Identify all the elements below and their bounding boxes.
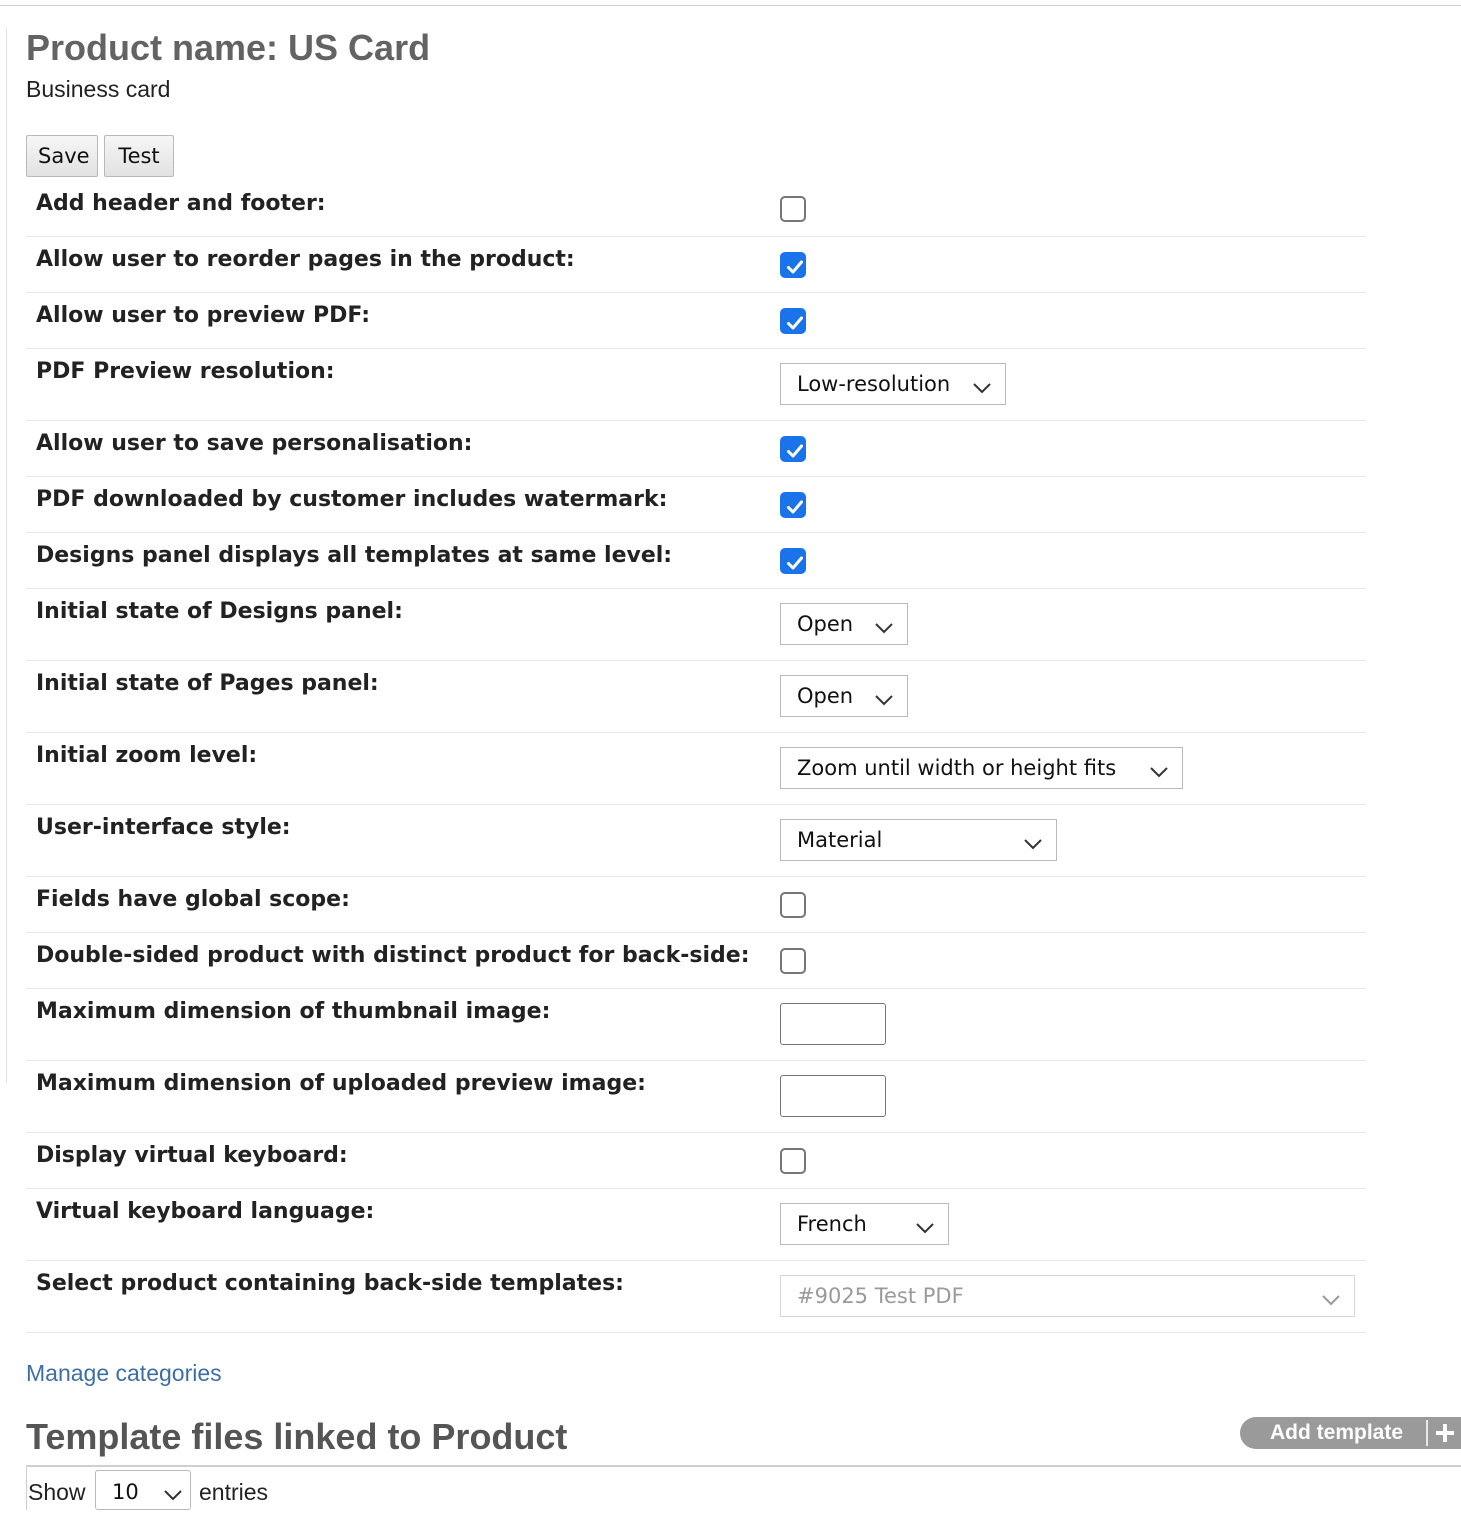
- initial-state-of-designs-panel-selected-value: Open: [797, 612, 854, 636]
- add-header-and-footer-checkbox[interactable]: [780, 196, 806, 222]
- setting-row-allow-user-to-preview-pdf: [26, 293, 1366, 349]
- pdf-downloaded-by-customer-includes-watermark-checkbox[interactable]: [780, 492, 806, 518]
- setting-label: PDF Preview resolution:: [36, 359, 335, 384]
- setting-row-maximum-dimension-of-thumbnail-image: [26, 989, 1366, 1061]
- setting-row-initial-state-of-pages-panel: [26, 661, 1366, 733]
- user-interface-style-selected-value: Material: [797, 828, 883, 852]
- chevron-down-icon: [1024, 835, 1042, 854]
- select-product-containing-back-side-templates-selected-value: #9025 Test PDF: [797, 1284, 964, 1308]
- templates-section-title: Template files linked to Product: [26, 1416, 568, 1457]
- table-left-border: [26, 1467, 27, 1510]
- left-border: [6, 28, 7, 1083]
- setting-row-pdf-downloaded-by-customer-includes-watermark: [26, 477, 1366, 533]
- setting-label: Maximum dimension of uploaded preview image:: [36, 1071, 646, 1096]
- setting-label: Initial state of Pages panel:: [36, 671, 379, 696]
- checkmark-icon: [785, 553, 805, 573]
- setting-row-allow-user-to-reorder-pages-in-the-product: [26, 237, 1366, 293]
- allow-user-to-reorder-pages-in-the-product-checkbox[interactable]: [780, 252, 806, 278]
- pdf-preview-resolution-select[interactable]: [780, 363, 1006, 405]
- section-divider: [26, 1465, 1461, 1467]
- display-virtual-keyboard-checkbox[interactable]: [780, 1148, 806, 1174]
- select-product-containing-back-side-templates-select: [780, 1275, 1355, 1317]
- chevron-down-icon: [1150, 763, 1168, 782]
- setting-label: Select product containing back-side templates:: [36, 1271, 624, 1296]
- setting-row-virtual-keyboard-language: [26, 1189, 1366, 1261]
- setting-label: Virtual keyboard language:: [36, 1199, 375, 1224]
- setting-row-maximum-dimension-of-uploaded-preview-image: [26, 1061, 1366, 1133]
- show-label: Show: [28, 1479, 86, 1505]
- add-template-separator: [1426, 1420, 1428, 1446]
- chevron-down-icon: [1322, 1291, 1340, 1310]
- chevron-down-icon: [973, 379, 991, 398]
- allow-user-to-save-personalisation-checkbox[interactable]: [780, 436, 806, 462]
- page-title: Product name: US Card: [26, 27, 431, 68]
- setting-row-double-sided-product-with-distinct-product-for-back-side: [26, 933, 1366, 989]
- chevron-down-icon: [916, 1219, 934, 1238]
- add-template-label: Add template: [1270, 1421, 1404, 1444]
- maximum-dimension-of-uploaded-preview-image-input[interactable]: [780, 1075, 886, 1117]
- checkmark-icon: [785, 497, 805, 517]
- setting-row-fields-have-global-scope: [26, 877, 1366, 933]
- setting-label: Initial state of Designs panel:: [36, 599, 403, 624]
- save-button[interactable]: Save: [26, 135, 98, 177]
- initial-zoom-level-selected-value: Zoom until width or height fits: [797, 756, 1117, 780]
- chevron-down-icon: [875, 691, 893, 710]
- setting-label: Add header and footer:: [36, 191, 326, 216]
- setting-label: User-interface style:: [36, 815, 291, 840]
- setting-row-user-interface-style: [26, 805, 1366, 877]
- setting-label: Designs panel displays all templates at same level:: [36, 543, 673, 568]
- setting-row-initial-zoom-level: [26, 733, 1366, 805]
- fields-have-global-scope-checkbox[interactable]: [780, 892, 806, 918]
- add-template-button[interactable]: [1240, 1417, 1461, 1449]
- allow-user-to-preview-pdf-checkbox[interactable]: [780, 308, 806, 334]
- chevron-down-icon: [875, 619, 893, 638]
- setting-label: Fields have global scope:: [36, 887, 350, 912]
- manage-categories-link[interactable]: Manage categories: [26, 1360, 222, 1386]
- plus-icon: [1434, 1422, 1456, 1448]
- setting-row-add-header-and-footer: [26, 187, 1366, 237]
- setting-row-pdf-preview-resolution: [26, 349, 1366, 421]
- virtual-keyboard-language-selected-value: French: [797, 1212, 867, 1236]
- user-interface-style-select[interactable]: [780, 819, 1057, 861]
- top-divider: [0, 5, 1461, 6]
- setting-row-initial-state-of-designs-panel: [26, 589, 1366, 661]
- setting-label: Maximum dimension of thumbnail image:: [36, 999, 551, 1024]
- entries-per-page-value: 10: [112, 1480, 139, 1504]
- chevron-down-icon: [164, 1486, 182, 1505]
- designs-panel-displays-all-templates-at-same-level-checkbox[interactable]: [780, 548, 806, 574]
- pdf-preview-resolution-selected-value: Low-resolution: [797, 372, 951, 396]
- setting-label: Allow user to save personalisation:: [36, 431, 473, 456]
- setting-label: Initial zoom level:: [36, 743, 258, 768]
- product-subtitle: Business card: [26, 76, 171, 102]
- setting-row-select-product-containing-back-side-templates: [26, 1261, 1366, 1333]
- setting-label: Display virtual keyboard:: [36, 1143, 348, 1168]
- entries-label: entries: [199, 1479, 269, 1505]
- setting-row-allow-user-to-save-personalisation: [26, 421, 1366, 477]
- setting-label: PDF downloaded by customer includes watermark:: [36, 487, 668, 512]
- checkmark-icon: [785, 257, 805, 277]
- virtual-keyboard-language-select[interactable]: [780, 1203, 949, 1245]
- setting-row-display-virtual-keyboard: [26, 1133, 1366, 1189]
- entries-per-page-select[interactable]: [95, 1470, 191, 1510]
- maximum-dimension-of-thumbnail-image-input[interactable]: [780, 1003, 886, 1045]
- double-sided-product-with-distinct-product-for-back-side-checkbox[interactable]: [780, 948, 806, 974]
- checkmark-icon: [785, 313, 805, 333]
- initial-state-of-pages-panel-selected-value: Open: [797, 684, 854, 708]
- setting-label: Allow user to reorder pages in the product:: [36, 247, 575, 272]
- initial-state-of-designs-panel-select[interactable]: [780, 603, 908, 645]
- setting-label: Double-sided product with distinct product for back-side:: [36, 943, 750, 968]
- checkmark-icon: [785, 441, 805, 461]
- initial-state-of-pages-panel-select[interactable]: [780, 675, 908, 717]
- test-button[interactable]: Test: [104, 135, 174, 177]
- setting-label: Allow user to preview PDF:: [36, 303, 370, 328]
- initial-zoom-level-select[interactable]: [780, 747, 1183, 789]
- setting-row-designs-panel-displays-all-templates-at-same-level: [26, 533, 1366, 589]
